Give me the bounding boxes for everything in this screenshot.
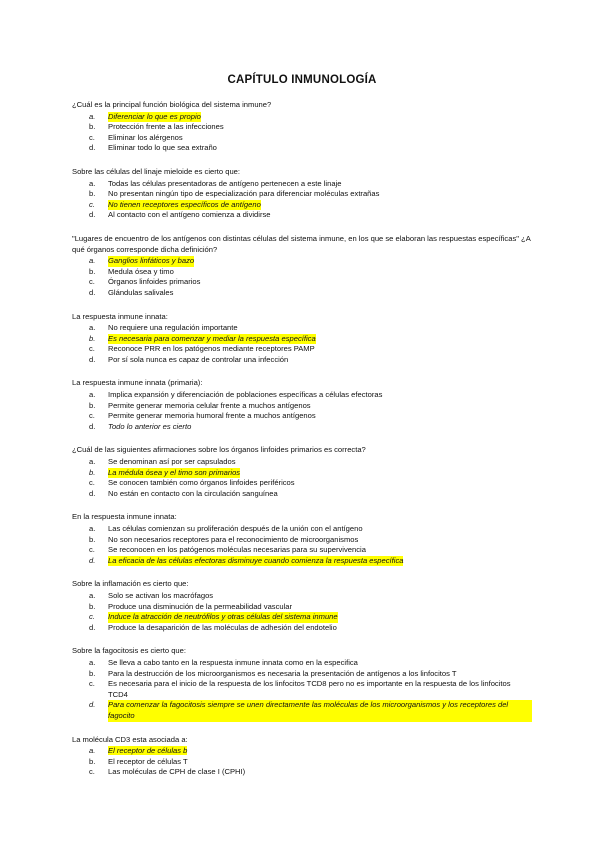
option-letter: d.: [89, 354, 96, 364]
option-text: Las moléculas de CPH de clase I (CPHI): [108, 767, 246, 777]
option-letter: b.: [89, 189, 96, 199]
option-text: Eliminar los alérgenos: [108, 132, 183, 142]
option-letter: a.: [89, 323, 96, 333]
answer-option: [72, 602, 532, 613]
option-text: Todo lo anterior es cierto: [108, 421, 192, 431]
answer-option: [72, 112, 532, 123]
question-block: [72, 512, 532, 566]
option-letter: b.: [89, 756, 96, 766]
question-stem: ¿Cuál es la principal función biológica del sistema inmune?: [72, 100, 272, 109]
option-letter: b.: [89, 467, 96, 477]
highlighted-answer-text: Ganglios linfáticos y bazo: [108, 256, 195, 266]
option-text: Glándulas salivales: [108, 287, 174, 297]
option-text: Protección frente a las infecciones: [108, 122, 224, 132]
answer-option: [72, 277, 532, 288]
option-text: Solo se activan los macrófagos: [108, 590, 214, 600]
option-letter: b.: [89, 122, 96, 132]
question-block: [72, 167, 532, 221]
answer-option: [72, 545, 532, 556]
option-letter: a.: [89, 590, 96, 600]
answer-option: [72, 143, 532, 154]
question-stem: La molécula CD3 esta asociada a:: [72, 734, 188, 744]
answer-option: [72, 669, 532, 680]
question-block: [72, 445, 532, 499]
option-text: Reconoce PRR en los patógenos mediante receptores PAMP: [108, 344, 315, 354]
option-text: Produce una disminución de la permeabilidad vascular: [108, 601, 293, 611]
question-stem: En la respuesta inmune innata:: [72, 512, 177, 522]
page-title: CAPÍTULO INMUNOLOGÍA: [227, 74, 377, 86]
answer-option: [72, 200, 532, 211]
answer-option: [72, 535, 532, 546]
answer-option: [72, 344, 532, 355]
option-letter: c.: [89, 411, 95, 421]
question-stem: Sobre la inflamación es cierto que:: [72, 579, 189, 589]
highlighted-answer-text: Es necesaria para comenzar y mediar la respuesta específica: [108, 333, 316, 343]
option-text: Es necesaria para el inicio de la respuesta de los linfocitos TCD8 pero no es importante en la respuesta de los linfocitos TCD4: [108, 679, 511, 699]
option-text: Eliminar todo lo que sea extraño: [108, 143, 217, 153]
option-letter: b.: [89, 400, 96, 410]
answer-option: [72, 256, 532, 267]
option-letter: b.: [89, 333, 96, 343]
option-letter: a.: [89, 178, 96, 188]
answer-option: [72, 468, 532, 479]
option-letter: c.: [89, 478, 95, 488]
answer-option: [72, 556, 532, 567]
question-stem: Sobre las células del linaje mieloide es cierto que:: [72, 166, 241, 176]
option-text: Para la destrucción de los microorganismos es necesaria la presentación de antígenos a los linfocitos T: [108, 668, 457, 678]
option-letter: d.: [89, 210, 96, 220]
answer-option: [72, 189, 532, 200]
highlighted-answer-text: No tienen receptores específicos de antígeno: [108, 199, 261, 209]
option-text: [108, 746, 532, 757]
option-letter: c.: [89, 545, 95, 555]
question-block: [72, 378, 532, 432]
answer-option: [72, 411, 532, 422]
option-text: Se denominan así por ser capsulados: [108, 457, 236, 467]
option-letter: d.: [89, 287, 96, 297]
option-letter: c.: [89, 132, 95, 142]
answer-option: [72, 267, 532, 278]
answer-option: [72, 457, 532, 468]
answer-option: [72, 210, 532, 221]
option-text: Se conocen también como órganos linfoides periféricos: [108, 478, 295, 488]
answer-option: [72, 401, 532, 412]
option-text: Se reconocen en los patógenos moléculas necesarias para su supervivencia: [108, 545, 366, 555]
answer-option: [72, 334, 532, 345]
option-text: El receptor de células T: [108, 756, 188, 766]
answer-option: [72, 658, 532, 669]
option-text: Permite generar memoria celular frente a muchos antígenos: [108, 400, 311, 410]
answer-option: [72, 179, 532, 190]
question-stem: ¿Cuál de las siguientes afirmaciones sobre los órganos linfoides primarios es correcta?: [72, 445, 366, 455]
answer-option: [72, 478, 532, 489]
option-letter: a.: [89, 111, 96, 121]
answer-option: [72, 390, 532, 401]
highlighted-answer-text: Diferenciar lo que es propio: [108, 111, 201, 121]
option-letter: d.: [89, 622, 96, 632]
option-letter: a.: [89, 746, 96, 756]
answer-option: [72, 612, 532, 623]
option-letter: d.: [89, 421, 96, 431]
option-text: No presentan ningún tipo de especialización para diferenciar moléculas extrañas: [108, 189, 380, 199]
option-letter: c.: [89, 277, 95, 287]
question-block: [72, 312, 532, 366]
option-text: Al contacto con el antígeno comienza a dividirse: [108, 210, 271, 220]
question-block: [72, 579, 532, 633]
option-letter: c.: [89, 199, 95, 209]
highlighted-answer-text: Para comenzar la fagocitosis siempre se unen directamente las moléculas de los microorganismos y los receptores del fagocito: [108, 700, 532, 721]
question-stem: "Lugares de encuentro de los antígenos con distintas células del sistema inmune, en los que se elaboran las respuestas específicas" ¿A qué órganos corresponde dicha definición?: [72, 233, 531, 254]
option-letter: c.: [89, 767, 95, 777]
answer-option: [72, 524, 532, 535]
option-text: Las células comienzan su proliferación después de la unión con el antígeno: [108, 524, 363, 533]
option-text: Se lleva a cabo tanto en la respuesta inmune innata como en la especifica: [108, 657, 358, 667]
answer-option: [72, 489, 532, 500]
question-stem: La respuesta inmune innata:: [72, 311, 168, 321]
option-letter: c.: [89, 612, 95, 622]
option-text: No son necesarios receptores para el reconocimiento de microorganismos: [108, 534, 359, 544]
answer-option: [72, 288, 532, 299]
option-letter: c.: [89, 679, 95, 689]
option-text: No requiere una regulación importante: [108, 323, 238, 333]
highlighted-answer-text: La médula ósea y el timo son primarios: [108, 467, 241, 477]
option-letter: b.: [89, 668, 96, 678]
answer-option: [72, 767, 532, 778]
answer-option: [72, 679, 532, 700]
answer-option: [72, 700, 532, 721]
question-list: [72, 100, 532, 778]
option-text: Permite generar memoria humoral frente a muchos antígenos: [108, 411, 316, 421]
option-text: Produce la desaparición de las moléculas de adhesión del endotelio: [108, 622, 337, 632]
answer-option: [72, 323, 532, 334]
option-letter: b.: [89, 534, 96, 544]
option-letter: a.: [89, 390, 96, 400]
option-letter: b.: [89, 266, 96, 276]
answer-option: [72, 422, 532, 433]
answer-option: [72, 746, 532, 757]
answer-option: [72, 591, 532, 602]
option-letter: d.: [89, 488, 96, 498]
answer-option: [72, 623, 532, 634]
question-block: [72, 646, 532, 721]
question-stem: Sobre la fagocitosis es cierto que:: [72, 646, 186, 656]
answer-option: [72, 133, 532, 144]
option-letter: a.: [89, 524, 96, 533]
highlighted-answer-text: El receptor de células b: [108, 746, 188, 756]
option-letter: c.: [89, 344, 95, 354]
option-letter: a.: [89, 457, 96, 467]
option-letter: d.: [89, 555, 96, 565]
option-letter: d.: [89, 143, 96, 153]
question-stem: La respuesta inmune innata (primaria):: [72, 378, 203, 388]
option-text: No están en contacto con la circulación sanguínea: [108, 488, 278, 498]
option-text: Implica expansión y diferenciación de poblaciones específicas a células efectoras: [108, 390, 383, 400]
option-letter: d.: [89, 700, 96, 710]
option-letter: a.: [89, 256, 96, 266]
option-text: Por sí sola nunca es capaz de controlar una infección: [108, 354, 289, 364]
question-block: [72, 234, 532, 299]
answer-option: [72, 355, 532, 366]
question-block: [72, 100, 532, 154]
option-letter: a.: [89, 657, 96, 667]
option-text: Medula ósea y timo: [108, 266, 174, 276]
highlighted-answer-text: La eficacia de las células efectoras disminuye cuando comienza la respuesta específica: [108, 555, 404, 565]
answer-option: [72, 122, 532, 133]
option-text: Órganos linfoides primarios: [108, 277, 201, 287]
option-letter: b.: [89, 601, 96, 611]
answer-option: [72, 757, 532, 768]
highlighted-answer-text: Induce la atracción de neutrófilos y otras células del sistema inmune: [108, 612, 338, 622]
option-text: Todas las células presentadoras de antígeno pertenecen a este linaje: [108, 178, 342, 188]
question-block: [72, 735, 532, 778]
